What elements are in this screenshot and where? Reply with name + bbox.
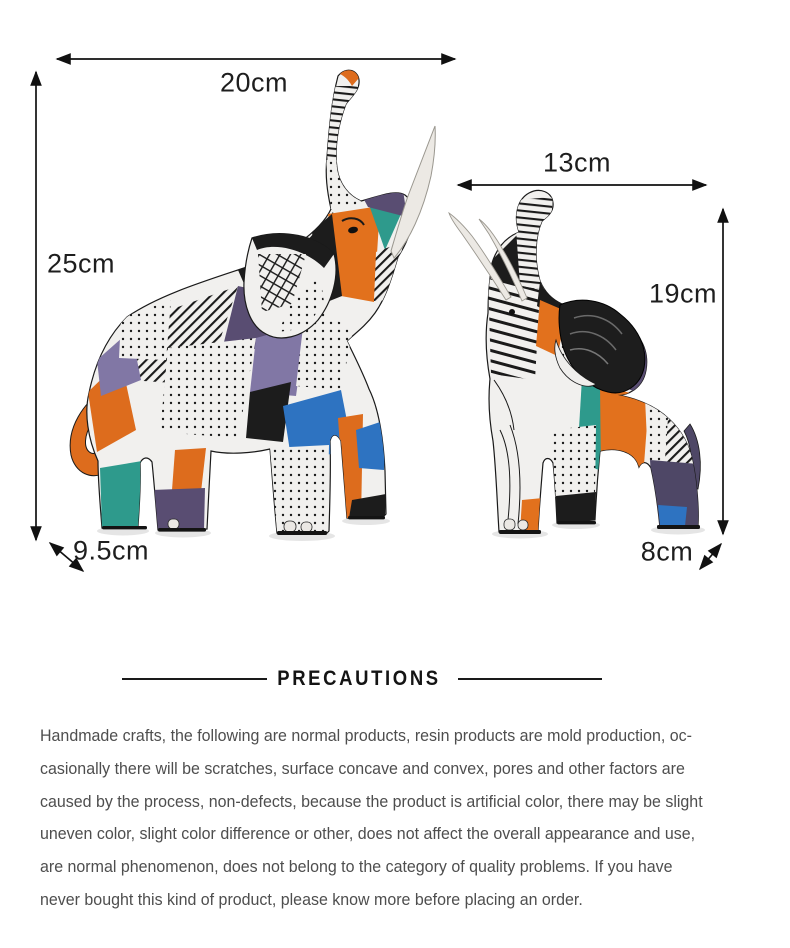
precautions-text-line: Handmade crafts, the following are normal products, resin products are mold production, oc- xyxy=(40,726,692,745)
small-depth-arrow xyxy=(700,544,721,569)
precautions-text-line: caused by the process, non-defects, because the product is artificial color, there may be slight xyxy=(40,791,703,811)
precautions-text-line: uneven color, slight color difference or other, does not affect the overall appearance and use, xyxy=(40,824,696,844)
precautions-title: PRECAUTIONS xyxy=(277,667,441,690)
small-elephant-eye xyxy=(509,309,515,315)
precautions-divider-left xyxy=(122,678,267,680)
large-width-label: 20cm xyxy=(219,67,289,98)
precautions-divider-right xyxy=(458,678,602,680)
large-elephant-tusk xyxy=(391,126,435,258)
precautions-text-line: never bought this kind of product, please know more before placing an order. xyxy=(40,889,583,909)
small-elephant-figurine xyxy=(449,190,705,538)
small-depth-label: 8cm xyxy=(640,536,694,567)
small-height-label: 19cm xyxy=(648,278,718,309)
precautions-text xyxy=(40,720,770,917)
large-depth-label: 9.5cm xyxy=(72,535,150,566)
precautions-text-line: casionally there will be scratches, surface concave and convex, pores and other factors are xyxy=(40,758,685,778)
precautions-text-line: are normal phenomenon, does not belong to the category of quality problems. If you have xyxy=(40,857,673,877)
large-height-label: 25cm xyxy=(46,248,116,279)
large-elephant-figurine xyxy=(70,67,435,541)
small-width-label: 13cm xyxy=(542,147,612,178)
